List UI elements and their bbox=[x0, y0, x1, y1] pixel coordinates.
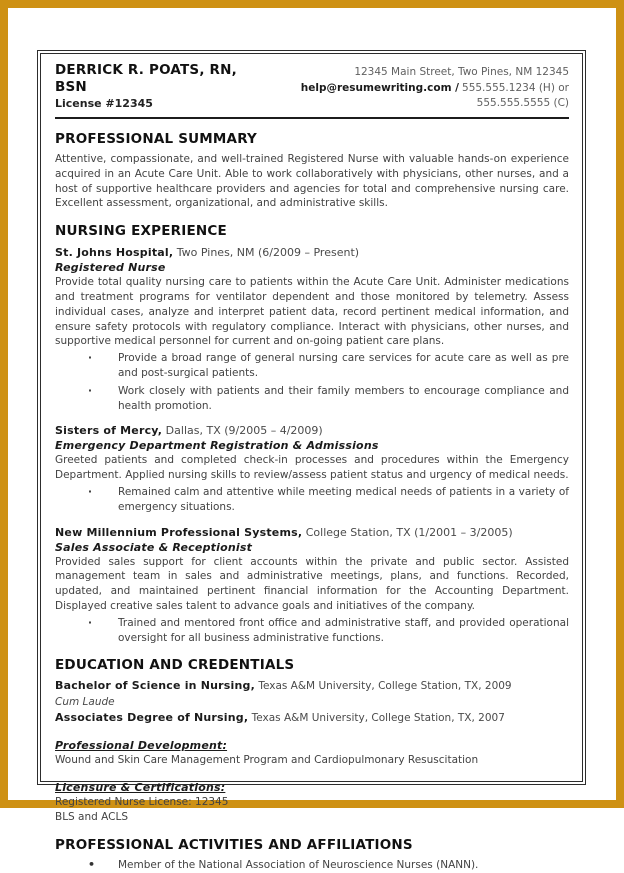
header-contact bbox=[248, 64, 569, 111]
employer-name: New Millennium Professional Systems, bbox=[55, 525, 303, 539]
job-employer-line bbox=[55, 424, 569, 438]
job-bullet-list bbox=[55, 351, 569, 413]
job-entry bbox=[55, 246, 569, 413]
job-bullet: · Trained and mentored front office and administrative staff, and provided operational oversight for all business administrative functions. bbox=[118, 616, 569, 646]
contact-line bbox=[248, 81, 569, 111]
job-description: Provided sales support for client accounts within the private and public sector. Assisted management team in sales and administrative meetings, plans, and functions. Recorded, updated, and maintained pertinent financial information for the Accounting Department. Displayed creative sales talent to advance goals and initiatives of the company. bbox=[55, 555, 569, 612]
section-nursing-experience bbox=[55, 223, 569, 645]
professional-development-block bbox=[55, 738, 569, 768]
degree-name: Bachelor of Science in Nursing, bbox=[55, 679, 255, 693]
professional-development-heading: Professional Development: bbox=[55, 739, 228, 753]
section-professional-summary bbox=[55, 131, 569, 211]
degree-honors: Cum Laude bbox=[55, 696, 115, 709]
degree-details: Texas A&M University, College Station, TX, 2007 bbox=[248, 712, 505, 725]
job-description: Provide total quality nursing care to patients within the Acute Care Unit. Administer medications and treatment programs for ventilator dependent and those monitored by telemetry. Assess individual cases, analyze and interpret patient data, record pertinent medical information, and ensure safety protocols with regulatory compliance. Interact with physicians, other nurses, and supportive medical personnel for current and on-going patient care plans. bbox=[55, 276, 569, 348]
employer-location: College Station, TX (1/2001 – 3/2005) bbox=[302, 525, 513, 539]
job-description: Greeted patients and completed check-in processes and procedures within the Emergency Department. Applied nursing skills to review/assess patient status and urgency of medical needs. bbox=[55, 454, 569, 482]
job-bullet-list bbox=[55, 485, 569, 515]
employer-name: St. Johns Hospital, bbox=[55, 246, 174, 260]
licensure-heading: Licensure & Certifications: bbox=[55, 781, 226, 795]
degree-entry bbox=[55, 678, 569, 694]
section-activities-affiliations bbox=[55, 837, 569, 873]
employer-location: Two Pines, NM (6/2009 – Present) bbox=[173, 246, 360, 260]
section-education-credentials bbox=[55, 657, 569, 824]
job-bullet-list bbox=[55, 616, 569, 646]
summary-heading: PROFESSIONAL SUMMARY bbox=[55, 131, 258, 147]
candidate-name: DERRICK R. POATS, RN, BSN bbox=[55, 62, 237, 95]
job-employer-line bbox=[55, 246, 569, 260]
job-bullet: · Provide a broad range of general nursing care services for acute care as well as pre and post-surgical patients. bbox=[118, 351, 569, 381]
activity-bullet: • Member of the National Association of Neuroscience Nurses (NANN). bbox=[118, 858, 569, 873]
document-frame bbox=[37, 50, 586, 871]
employer-location: Dallas, TX (9/2005 – 4/2009) bbox=[162, 424, 323, 438]
header-identity bbox=[55, 62, 248, 111]
job-entry bbox=[55, 526, 569, 646]
mailing-address: 12345 Main Street, Two Pines, NM 12345 bbox=[354, 66, 569, 78]
license-line: Registered Nurse License: 12345 bbox=[55, 796, 229, 809]
summary-text: Attentive, compassionate, and well-trained Registered Nurse with valuable hands-on experience acquired in an Acute Care Unit. Able to work collaboratively with physicians, other nurses, and a host of supportive healthcare providers and agencies for total and comprehensive nursing care. Excellent assessment, organizational, and administrative skills. bbox=[55, 153, 569, 210]
job-bullet: · Remained calm and attentive while meeting medical needs of patients in a variety of emergency situations. bbox=[118, 485, 569, 515]
employer-name: Sisters of Mercy, bbox=[55, 424, 163, 438]
job-title: Registered Nurse bbox=[55, 261, 166, 275]
degree-entry bbox=[55, 710, 569, 726]
education-heading: EDUCATION AND CREDENTIALS bbox=[55, 657, 295, 674]
degree-details: Texas A&M University, College Station, TX, 2009 bbox=[254, 680, 512, 693]
professional-development-text: Wound and Skin Care Management Program and Cardiopulmonary Resuscitation bbox=[55, 754, 479, 767]
email-address: help@resumewriting.com / bbox=[300, 82, 460, 94]
job-entry bbox=[55, 424, 569, 514]
certifications-line: BLS and ACLS bbox=[55, 810, 128, 823]
license-number: License #12345 bbox=[55, 97, 153, 110]
degree-name: Associates Degree of Nursing, bbox=[55, 711, 249, 725]
job-title: Emergency Department Registration & Admissions bbox=[55, 439, 379, 453]
job-bullet: · Work closely with patients and their family members to encourage compliance and health promotion. bbox=[118, 384, 569, 414]
job-employer-line bbox=[55, 526, 569, 540]
activities-bullet-list bbox=[55, 858, 569, 873]
licensure-block bbox=[55, 780, 569, 825]
activities-heading: PROFESSIONAL ACTIVITIES AND AFFILIATIONS bbox=[55, 836, 413, 853]
phone-numbers: 555.555.1234 (H) or 555.555.5555 (C) bbox=[462, 82, 569, 109]
experience-heading: NURSING EXPERIENCE bbox=[55, 223, 227, 240]
resume-header bbox=[55, 62, 569, 119]
job-title: Sales Associate & Receptionist bbox=[55, 540, 253, 554]
